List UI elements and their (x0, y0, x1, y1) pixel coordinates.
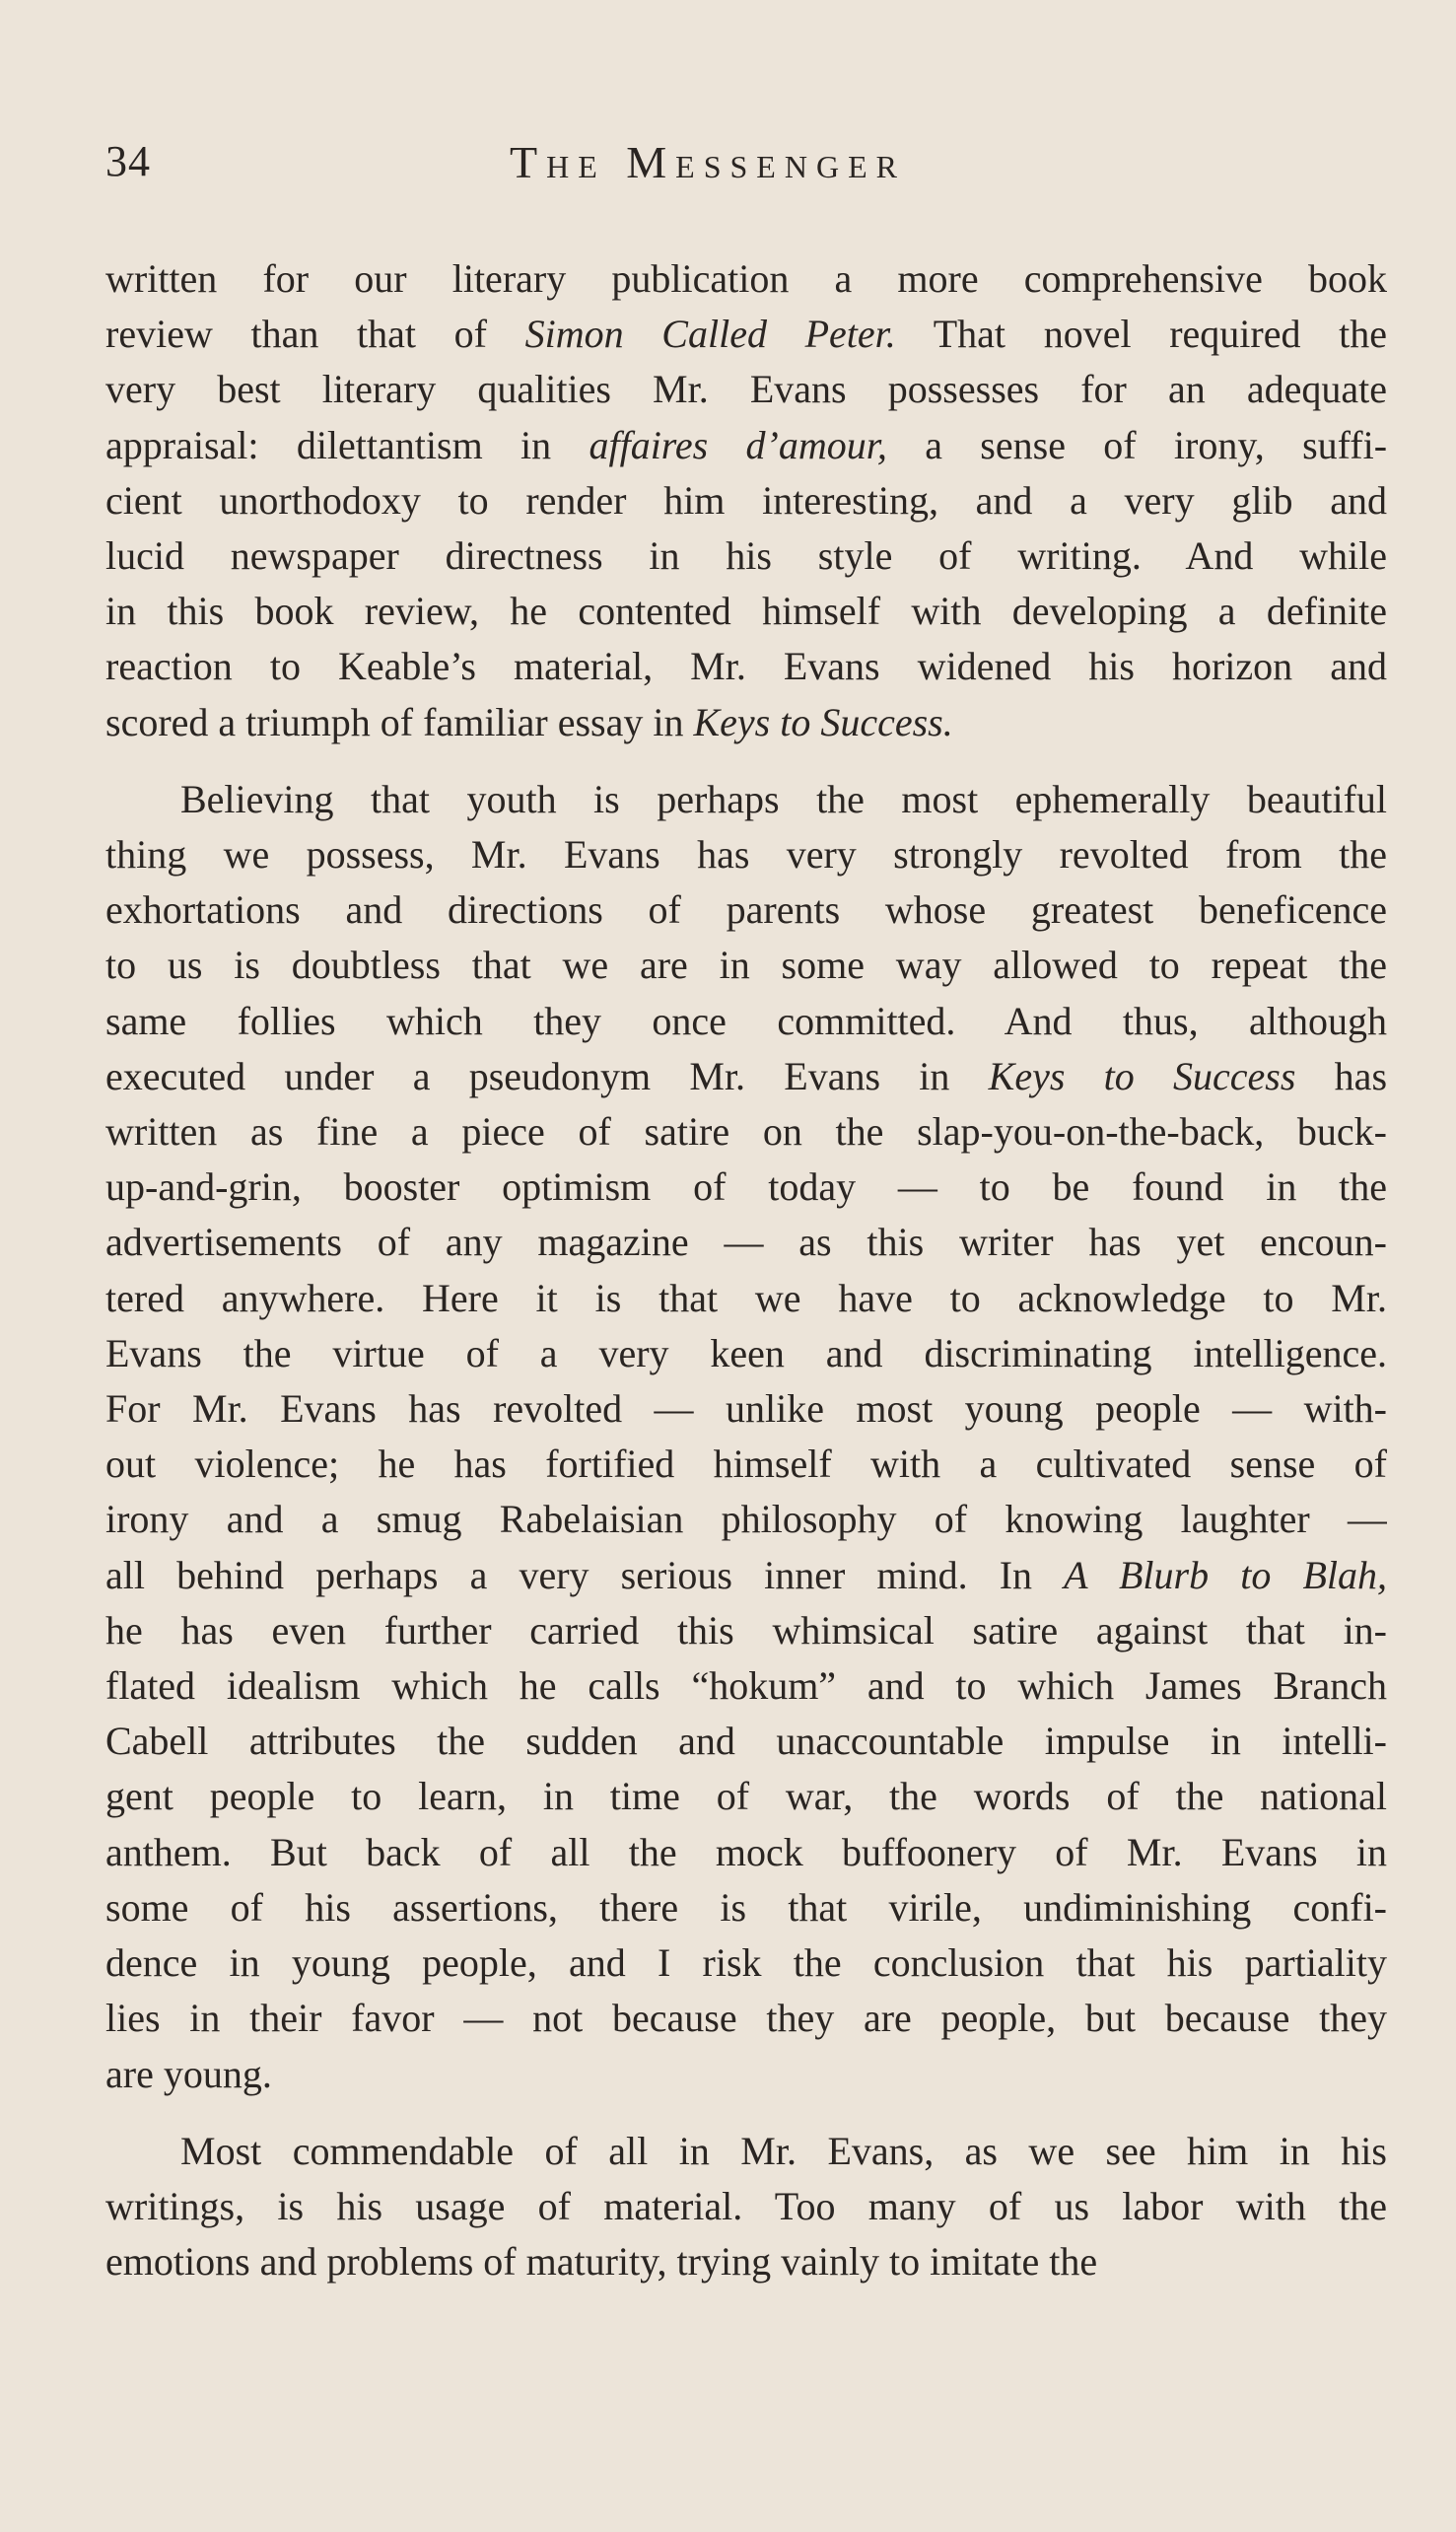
text-line: appraisal: dilettantism in affaires d’amour, a sense of irony, suffi- (105, 422, 1387, 467)
text-line: advertisements of any magazine — as this writer has yet encoun- (105, 1220, 1387, 1265)
body-text (105, 251, 1387, 2289)
text-line: For Mr. Evans has revolted — unlike most young people — with- (105, 1386, 1387, 1432)
text-line: are young. (105, 2051, 272, 2096)
text-line: lies in their favor — not because they are people, but because they (105, 1996, 1387, 2041)
text-line: he has even further carried this whimsical satire against that in- (105, 1607, 1387, 1653)
text-line: exhortations and directions of parents whose greatest beneficence (105, 887, 1387, 933)
text-line: lucid newspaper directness in his style of writing. And while (105, 533, 1387, 579)
text-line: written as fine a piece of satire on the slap-you-on-the-back, buck- (105, 1109, 1387, 1155)
text-line: dence in young people, and I risk the conclusion that his partiality (105, 1940, 1387, 1986)
italic-title: Keys to Success (988, 1053, 1296, 1098)
italic-title: Simon Called Peter. (524, 312, 896, 357)
text-line: up-and-grin, booster optimism of today — to be found in the (105, 1164, 1387, 1210)
text-line: emotions and problems of maturity, trying vainly to imitate the (105, 2239, 1098, 2285)
text-line: flated idealism which he calls “hokum” and to which James Branch (105, 1663, 1387, 1709)
italic-title: A Blurb to Blah, (1064, 1552, 1387, 1597)
text-line: review than that of Simon Called Peter. That novel required the (105, 312, 1387, 357)
text-line: tered anywhere. Here it is that we have to acknowledge to Mr. (105, 1275, 1387, 1320)
text-line: some of his assertions, there is that virile, undiminishing confi- (105, 1884, 1387, 1930)
text-line: very best literary qualities Mr. Evans possesses for an adequate (105, 367, 1387, 412)
text-line: same follies which they once committed. And thus, although (105, 998, 1387, 1043)
text-line: writings, is his usage of material. Too many of us labor with the (105, 2183, 1387, 2228)
italic-title: Keys to Success. (693, 699, 953, 744)
text-line: anthem. But back of all the mock buffoonery of Mr. Evans in (105, 1829, 1387, 1874)
paragraph (105, 2124, 1387, 2290)
text-line: all behind perhaps a very serious inner mind. In A Blurb to Blah, (105, 1552, 1387, 1597)
paragraph (105, 772, 1387, 2102)
text-line: cient unorthodoxy to render him interesting, and a very glib and (105, 477, 1387, 523)
text-line: Evans the virtue of a very keen and discriminating intelligence. (105, 1330, 1387, 1375)
text-line: to us is doubtless that we are in some way allowed to repeat the (105, 943, 1387, 988)
text-line: irony and a smug Rabelaisian philosophy of knowing laughter — (105, 1497, 1387, 1542)
text-line: executed under a pseudonym Mr. Evans in Keys to Success has (105, 1053, 1387, 1098)
text-line: scored a triumph of familiar essay in Keys to Success. (105, 699, 953, 744)
text-line: written for our literary publication a more comprehensive book (105, 256, 1387, 301)
text-line: reaction to Keable’s material, Mr. Evans widened his horizon and (105, 644, 1387, 689)
text-line: in this book review, he contented himself with developing a definite (105, 589, 1387, 634)
text-line: out violence; he has fortified himself with a cultivated sense of (105, 1442, 1387, 1487)
page-number: 34 (105, 137, 151, 185)
running-head (105, 136, 1387, 205)
text-line: Believing that youth is perhaps the most ephemerally beautiful (180, 776, 1387, 821)
text-line: thing we possess, Mr. Evans has very strongly revolted from the (105, 832, 1387, 878)
italic-title: affaires d’amour, (589, 422, 887, 467)
paragraph (105, 251, 1387, 750)
text-line: gent people to learn, in time of war, the words of the national (105, 1774, 1387, 1819)
text-line: Most commendable of all in Mr. Evans, as we see him in his (180, 2128, 1387, 2173)
text-line: Cabell attributes the sudden and unaccountable impulse in intelli- (105, 1719, 1387, 1764)
running-title: The Messenger (510, 137, 906, 187)
